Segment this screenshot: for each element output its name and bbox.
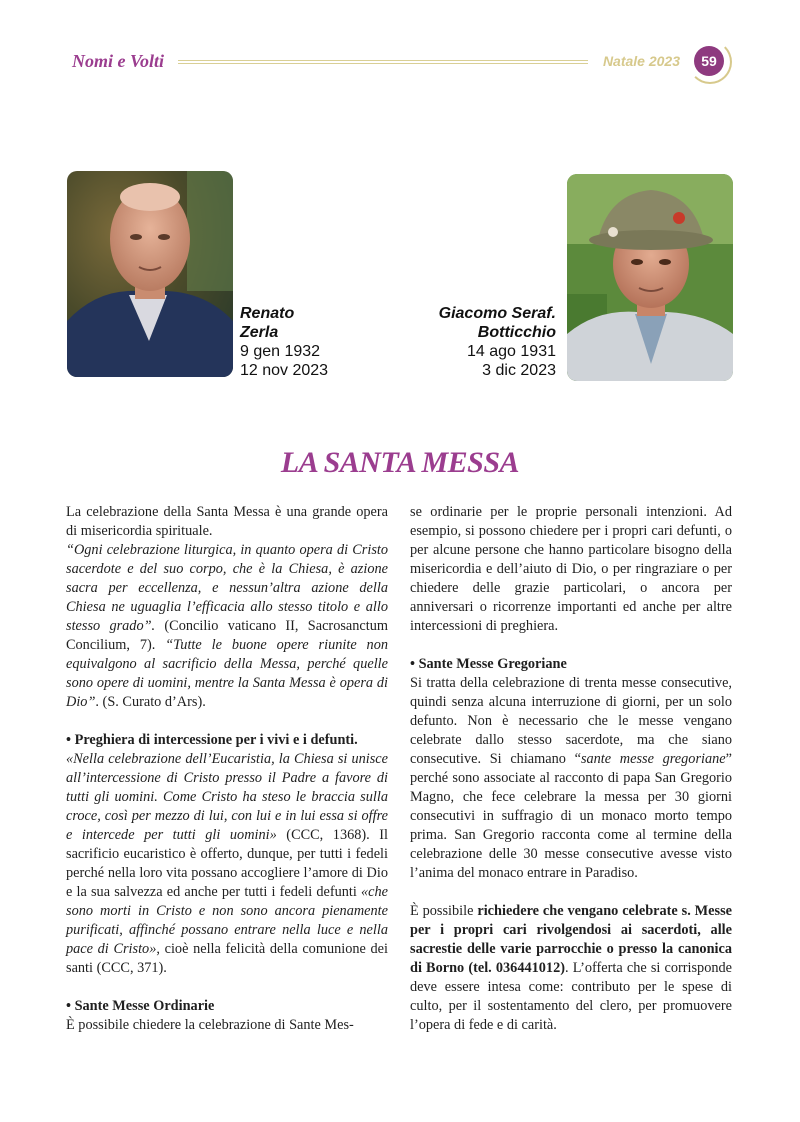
death-date: 12 nov 2023 xyxy=(240,362,329,379)
death-date: 3 dic 2023 xyxy=(482,362,556,379)
article-column-right xyxy=(410,503,732,1035)
section-heading: • Preghiera di intercessione per i vivi e i defunti. xyxy=(66,732,358,748)
page-number: 59 xyxy=(694,46,724,76)
intro-paragraph: La celebrazione della Santa Messa è una grande opera di misericordia spirituale. xyxy=(66,504,388,539)
article-column-left xyxy=(66,503,388,1035)
council-quote: “Ogni celebrazione liturgica, in quanto opera di Cristo sacerdote e del suo corpo, che è la Chiesa, è azione sacra per eccellenza, e nessun’altra azione della Chiesa ne uguaglia l’efficacia allo stesso titolo e allo stesso grado”. xyxy=(66,542,388,634)
portrait-photo-renato-zerla xyxy=(67,171,233,377)
ccc-quote: «che sono morti in Cristo e non sono ancora pienamente purificati, affinché possano entrare nella luce e nella pace di Cristo» xyxy=(66,884,388,957)
last-name: Zerla xyxy=(240,324,279,341)
issue-label: Natale 2023 xyxy=(602,53,680,69)
body-text: È possibile xyxy=(410,903,478,919)
obituary-caption xyxy=(439,304,556,380)
gregorian-paragraph xyxy=(410,674,732,883)
body-text: . L’offerta che si corrisponde deve essere intesa come: contributo per le spese di culto, per il sostentamento del clero, per promuovere l’opera di fede e di carità. xyxy=(410,960,732,1033)
obituary-caption xyxy=(240,304,328,380)
contact-info: richiedere che vengano celebrate s. Messe per i propri cari rivolgendosi ai sacerdoti, alle sacrestie delle varie parrocchie o presso la canonica di Borno (tel. 036441012) xyxy=(410,903,732,976)
body-text: ” perché sono associate al racconto di papa San Gregorio Magno, che fece celebrare la messa per 30 giorni consecutivi in suffragio di un monaco morto tempo prima. San Gregorio racconta come al termine della celebrazione delle 30 messe consecutive avesse visto l’anima del monaco entrare in Paradiso. xyxy=(410,751,732,881)
ordinary-masses-continued: se ordinarie per le proprie personali intenzioni. Ad esempio, si possono chiedere per i propri cari defunti, o per alcune persone che hanno particolare bisogno della misericordia e dell’aiuto di Dio, o per ringraziare o per chiedere delle grazie particolari, o ancora per anniversari o ricorrenze importanti ed anche per altre intercessioni di preghiera. xyxy=(410,504,732,634)
council-source: (Concilio vaticano II, Sacrosanctum Concilium, 7). xyxy=(66,618,388,653)
last-name: Botticchio xyxy=(477,324,556,341)
intercession-paragraph xyxy=(66,750,388,978)
section-heading: • Sante Messe Gregoriane xyxy=(410,656,567,672)
curato-quote: “Tutte le buone opere riunite non equivalgono al sacrificio della Messa, perché quelle sono opere di uomini, mentre la Santa Messa è opera di Dio” xyxy=(66,637,388,710)
body-text: , cioè nella felicità della comunione dei santi (CCC, 371). xyxy=(66,941,388,976)
article-title: LA SANTA MESSA xyxy=(280,446,520,479)
birth-date: 9 gen 1932 xyxy=(240,343,321,360)
body-text: (CCC, 1368). Il sacrificio eucaristico è offerto, dunque, per tutti i fedeli perché nella loro vita possano accogliere l’amore di Dio e la sua salvezza ed anche per tutti i fedeli defunti xyxy=(66,827,388,900)
section-heading: • Sante Messe Ordinarie xyxy=(66,998,215,1014)
ccc-quote: «Nella celebrazione dell’Eucaristia, la Chiesa si unisce all’intercessione di Cristo presso il Padre a favore di tutti gli uomini. Come Cristo ha steso le braccia sulla croce, così per mezzo di lui, con lui e in lui essa si offre e intercede per tutti gli uomini» xyxy=(66,751,388,843)
section-title: Nomi e Volti xyxy=(72,51,165,71)
portrait-photo-giacomo-botticchio xyxy=(567,174,733,381)
header-divider xyxy=(178,60,588,64)
request-paragraph xyxy=(410,902,732,1035)
curato-source: . (S. Curato d’Ars). xyxy=(95,694,206,710)
ordinary-masses-paragraph: È possibile chiedere la celebrazione di Sante Mes- xyxy=(66,1017,354,1033)
quote-paragraph xyxy=(66,541,388,712)
body-text: Si tratta della celebrazione di trenta messe consecutive, quindi senza alcuna interruzione di giorni, per un solo defunto. Non è necessario che le messe vengano celebrate dallo stesso sacerdote, ma che siano consecutive. Si chiamano “ xyxy=(410,675,732,767)
first-name: Giacomo Seraf. xyxy=(438,305,556,322)
emphasis-text: sante messe gregoriane xyxy=(580,751,726,767)
first-name: Renato xyxy=(240,305,295,322)
birth-date: 14 ago 1931 xyxy=(467,343,556,360)
